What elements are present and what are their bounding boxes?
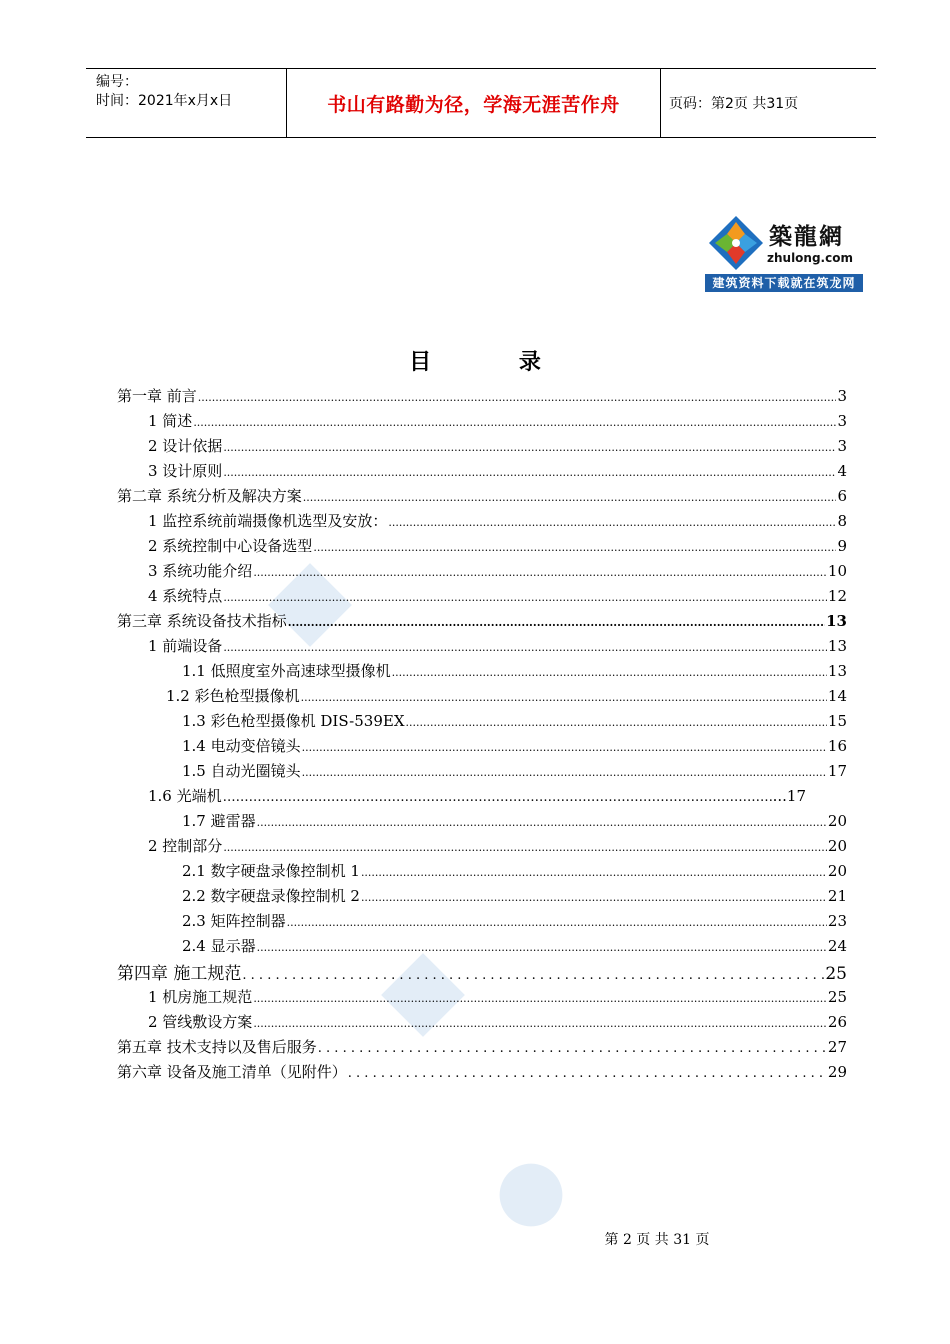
toc-entry[interactable]: 1.7 避雷器 ..... 20: [182, 810, 847, 834]
toc-entry[interactable]: 1.3 彩色枪型摄像机 DIS-539EX ..... 15: [182, 710, 847, 734]
toc-entry[interactable]: 1.4 电动变倍镜头 ..... 16: [182, 735, 847, 759]
toc-entry[interactable]: 第三章 系统设备技术指标 ..... 13: [117, 610, 847, 634]
toc-entry[interactable]: 1.2 彩色枪型摄像机 ..... 14: [166, 685, 847, 709]
toc-entry[interactable]: 1.6 光端机 …………………………………………………………………………………………………………………… ...17: [148, 785, 806, 809]
toc-entry[interactable]: 2 系统控制中心设备选型 ..... 9: [148, 535, 847, 559]
toc-entry[interactable]: 1.1 低照度室外高速球型摄像机 ..... 13: [182, 660, 847, 684]
toc-entry[interactable]: 3 系统功能介绍 ..... 10: [148, 560, 847, 584]
toc-entry[interactable]: 3 设计原则 ..... 4: [148, 460, 847, 484]
logo-domain: zhulong.com: [767, 251, 853, 265]
time-label: 时间：2021年x月x日: [96, 93, 233, 109]
header-meta: [86, 69, 287, 137]
page-header: [86, 68, 876, 138]
page-footer: 第 2 页 共 31 页: [604, 1232, 710, 1248]
toc-entry[interactable]: 第一章 前言 ..... 3: [117, 385, 847, 409]
toc-entry[interactable]: 第六章 设备及施工清单（见附件） . . . 29: [117, 1061, 847, 1085]
toc-title: 目 录: [409, 350, 581, 375]
toc-entry[interactable]: 第四章 施工规范 . . . 25: [117, 959, 847, 983]
toc-entry[interactable]: 2 管线敷设方案 ..... 26: [148, 1011, 847, 1035]
toc-entry[interactable]: 2.4 显示器 ..... 24: [182, 935, 847, 959]
zhulong-logo: [705, 212, 863, 292]
header-motto: 书山有路勤为径，学海无涯苦作舟: [287, 69, 661, 137]
toc-entry[interactable]: 1 监控系统前端摄像机选型及安放： ..... 8: [148, 510, 847, 534]
watermark-icon: [496, 1160, 566, 1230]
toc-entry[interactable]: 2.1 数字硬盘录像控制机 1 ..... 20: [182, 860, 847, 884]
toc-entry[interactable]: 1 前端设备 ..... 13: [148, 635, 847, 659]
toc-entry[interactable]: 4 系统特点 ..... 12: [148, 585, 847, 609]
toc-entry[interactable]: 2 设计依据 ..... 3: [148, 435, 847, 459]
toc-entry[interactable]: 第五章 技术支持以及售后服务 . . . 27: [117, 1036, 847, 1060]
toc-entry[interactable]: 第二章 系统分析及解决方案 ..... 6: [117, 485, 847, 509]
toc-entry[interactable]: 2.2 数字硬盘录像控制机 2 ..... 21: [182, 885, 847, 909]
toc-entry[interactable]: 1 简述 ..... 3: [148, 410, 847, 434]
toc-entry[interactable]: 1.5 自动光圈镜头 ..... 17: [182, 760, 847, 784]
header-page-info: 页码：第2页 共31页: [669, 96, 799, 112]
number-label: 编号：: [96, 74, 138, 90]
toc-entry[interactable]: 2 控制部分 ..... 20: [148, 835, 847, 859]
zhulong-logo-icon: [707, 214, 765, 272]
logo-slogan: 建筑资料下载就在筑龙网: [705, 274, 863, 292]
toc-entry[interactable]: 1 机房施工规范 ..... 25: [148, 986, 847, 1010]
logo-name: 築龍網: [769, 223, 844, 250]
toc-entry[interactable]: 2.3 矩阵控制器 ..... 23: [182, 910, 847, 934]
